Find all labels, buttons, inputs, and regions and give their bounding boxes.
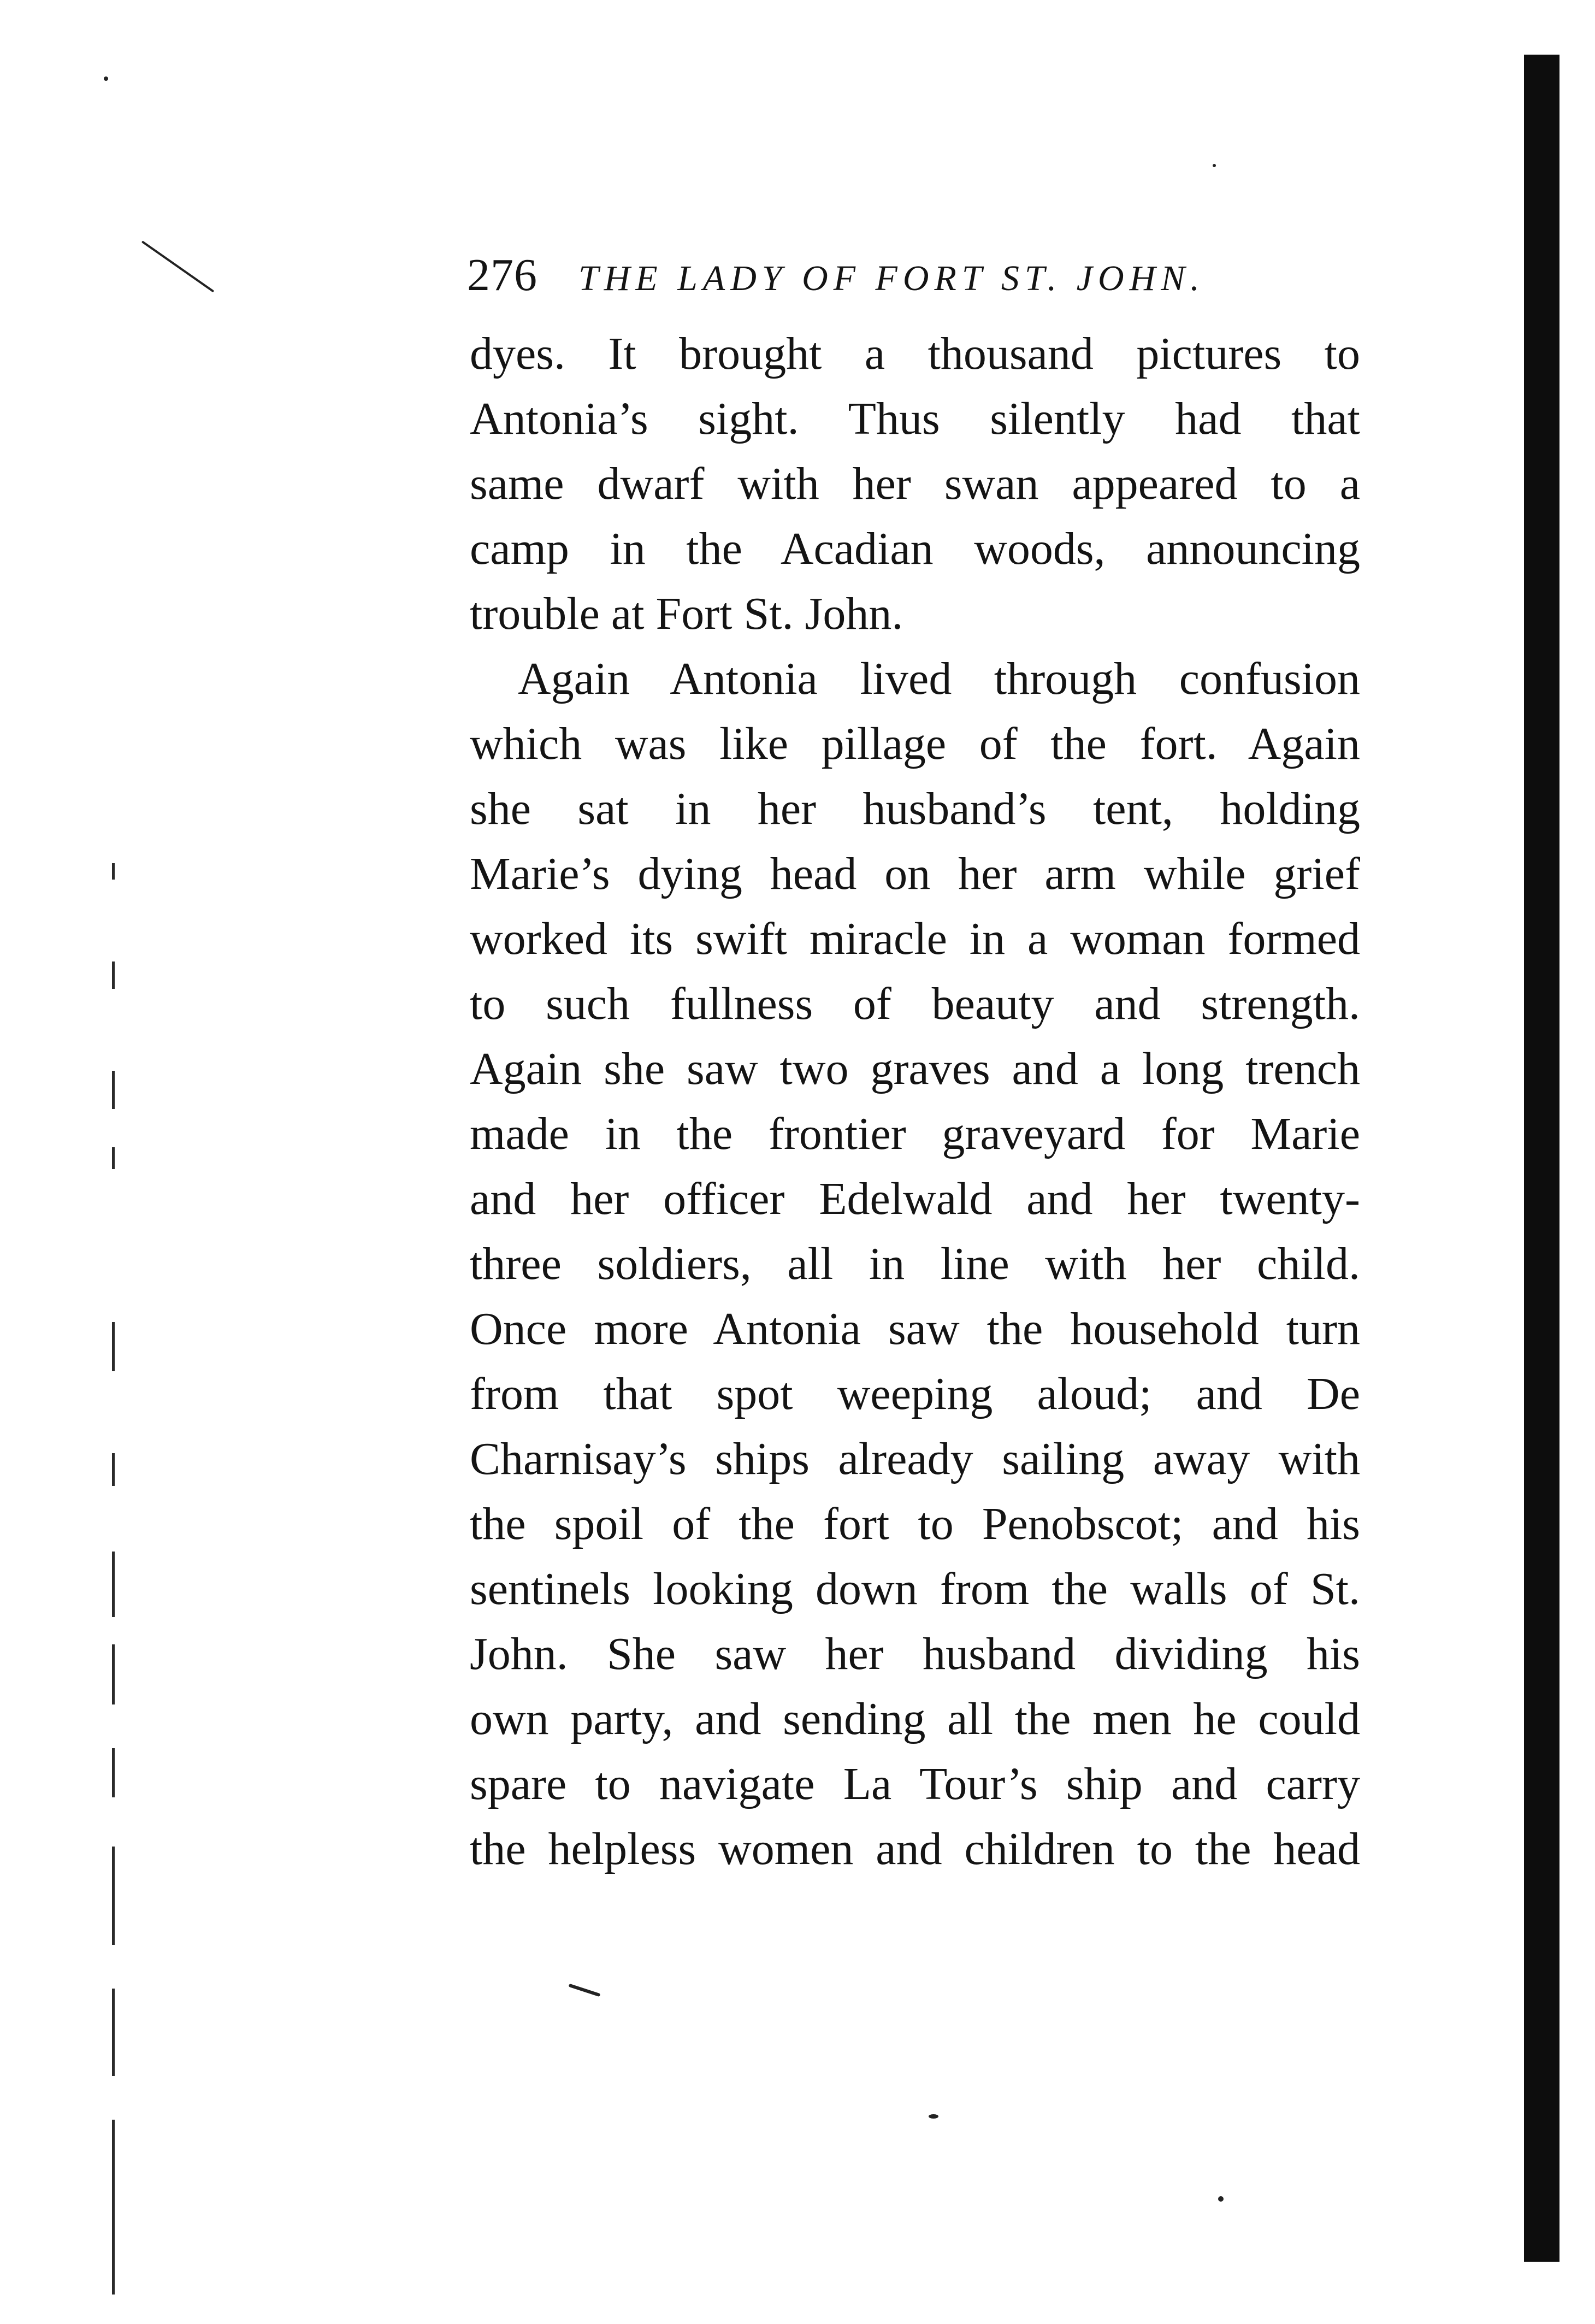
gutter-marks [112,863,145,2294]
page-number: 276 [467,250,537,300]
scan-speck [104,76,108,81]
text-line: same dwarf with her swan appeared to a [470,458,1360,509]
text-line: made in the frontier graveyard for Marie [470,1108,1360,1159]
text-line: which was like pillage of the fort. Again [470,718,1360,769]
text-line: Again she saw two graves and a long trench [470,1043,1360,1094]
text-line: Charnisay’s ships already sailing away with [470,1434,1360,1484]
text-line: three soldiers, all in line with her child. [470,1238,1360,1289]
text-line: and her officer Edelwald and her twenty- [470,1173,1360,1224]
text-line: from that spot weeping aloud; and De [470,1369,1360,1419]
page-header [467,249,1368,309]
text-line: to such fullness of beauty and strength. [470,978,1360,1029]
scan-speck [1218,2196,1224,2202]
text-line: dyes. It brought a thousand pictures to [470,328,1360,379]
binding-edge [1524,55,1559,2262]
text-line: trouble at Fort St. John. [470,588,903,639]
body-text [470,321,1360,1881]
text-line: sentinels looking down from the walls of St. [470,1564,1360,1614]
text-line: spare to navigate La Tour’s ship and carry [470,1759,1360,1809]
text-line: the helpless women and children to the head [470,1824,1360,1874]
running-title: THE LADY OF FORT ST. JOHN. [578,258,1205,298]
text-line: Once more Antonia saw the household turn [470,1303,1360,1354]
text-line: John. She saw her husband dividing his [470,1629,1360,1679]
scan-speck [141,240,214,292]
text-line: the spoil of the fort to Penobscot; and his [470,1499,1360,1549]
scan-speck [929,2114,938,2119]
text-line: camp in the Acadian woods, announcing [470,523,1360,574]
text-line: own party, and sending all the men he could [470,1694,1360,1744]
text-line: she sat in her husband’s tent, holding [470,783,1360,834]
text-line: worked its swift miracle in a woman formed [470,913,1360,964]
scan-speck [1213,164,1216,167]
scan-speck [569,1984,601,1997]
text-line: Again Antonia lived through confusion [518,653,1360,704]
text-line: Marie’s dying head on her arm while grief [470,848,1360,899]
text-line: Antonia’s sight. Thus silently had that [470,393,1360,444]
